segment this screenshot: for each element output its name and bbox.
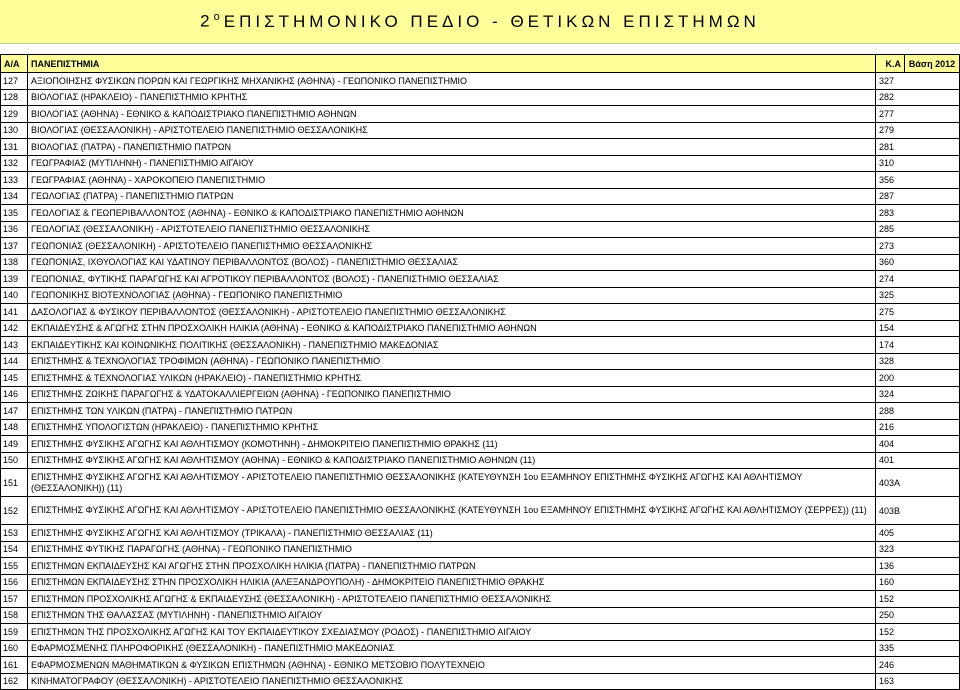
cell-base: 405 bbox=[876, 525, 960, 542]
cell-university: ΕΠΙΣΤΗΜΗΣ ΥΠΟΛΟΓΙΣΤΩΝ (ΗΡΑΚΛΕΙΟ) - ΠΑΝΕΠΙΣΤΗΜΙΟ ΚΡΗΤΗΣ bbox=[28, 419, 876, 436]
cell-base: 325 bbox=[876, 287, 960, 304]
cell-base: 323 bbox=[876, 541, 960, 558]
cell-base: 136 bbox=[876, 558, 960, 575]
table-row bbox=[1, 122, 960, 139]
title-ordinal-sup: ο bbox=[213, 11, 220, 24]
cell-aa: 156 bbox=[1, 574, 28, 591]
cell-base: 154 bbox=[876, 320, 960, 337]
table-row bbox=[1, 188, 960, 205]
cell-base: 282 bbox=[876, 89, 960, 106]
cell-aa: 146 bbox=[1, 386, 28, 403]
table-row bbox=[1, 370, 960, 387]
title-text: ΕΠΙΣΤΗΜΟΝΙΚΟ ΠΕΔΙΟ - ΘΕΤΙΚΩΝ ΕΠΙΣΤΗΜΩΝ bbox=[223, 11, 760, 31]
cell-base: 246 bbox=[876, 657, 960, 674]
table-row bbox=[1, 320, 960, 337]
cell-base: 288 bbox=[876, 403, 960, 420]
table-row bbox=[1, 106, 960, 123]
cell-university: ΕΦΑΡΜΟΣΜΕΝΩΝ ΜΑΘΗΜΑΤΙΚΩΝ & ΦΥΣΙΚΩΝ ΕΠΙΣΤΗΜΩΝ (ΑΘΗΝΑ) - ΕΘΝΙΚΟ ΜΕΤΣΟΒΙΟ ΠΟΛΥΤΕΧΝΕΙΟ bbox=[28, 657, 876, 674]
cell-aa: 142 bbox=[1, 320, 28, 337]
table-row bbox=[1, 558, 960, 575]
cell-base: 328 bbox=[876, 353, 960, 370]
cell-university: ΓΕΩΠΟΝΙΑΣ (ΘΕΣΣΑΛΟΝΙΚΗ) - ΑΡΙΣΤΟΤΕΛΕΙΟ ΠΑΝΕΠΙΣΤΗΜΙΟ ΘΕΣΣΑΛΟΝΙΚΗΣ bbox=[28, 238, 876, 255]
cell-aa: 135 bbox=[1, 205, 28, 222]
cell-university: ΓΕΩΓΡΑΦΙΑΣ (ΑΘΗΝΑ) - ΧΑΡΟΚΟΠΕΙΟ ΠΑΝΕΠΙΣΤΗΜΙΟ bbox=[28, 172, 876, 189]
table-row bbox=[1, 254, 960, 271]
cell-university: ΕΠΙΣΤΗΜΩΝ ΠΡΟΣΧΟΛΙΚΗΣ ΑΓΩΓΗΣ & ΕΚΠΑΙΔΕΥΣΗΣ (ΘΕΣΣΑΛΟΝΙΚΗ) - ΑΡΙΣΤΟΤΕΛΕΙΟ ΠΑΝΕΠΙΣΤΗΜΙΟ ΘΕΣΣΑΛΟΝΙΚΗΣ bbox=[28, 591, 876, 608]
cell-aa: 150 bbox=[1, 452, 28, 469]
cell-university: ΚΙΝΗΜΑΤΟΓΡΑΦΟΥ (ΘΕΣΣΑΛΟΝΙΚΗ) - ΑΡΙΣΤΟΤΕΛΕΙΟ ΠΑΝΕΠΙΣΤΗΜΙΟ ΘΕΣΣΑΛΟΝΙΚΗΣ bbox=[28, 673, 876, 690]
cell-aa: 139 bbox=[1, 271, 28, 288]
header-ka: Κ.Α bbox=[876, 55, 905, 73]
cell-base: 324 bbox=[876, 386, 960, 403]
cell-university: ΓΕΩΛΟΓΙΑΣ (ΠΑΤΡΑ) - ΠΑΝΕΠΙΣΤΗΜΙΟ ΠΑΤΡΩΝ bbox=[28, 188, 876, 205]
cell-base: 287 bbox=[876, 188, 960, 205]
cell-university: ΕΠΙΣΤΗΜΗΣ ΤΩΝ ΥΛΙΚΩΝ (ΠΑΤΡΑ) - ΠΑΝΕΠΙΣΤΗΜΙΟ ΠΑΤΡΩΝ bbox=[28, 403, 876, 420]
table-row bbox=[1, 89, 960, 106]
table-row bbox=[1, 436, 960, 453]
cell-university: ΕΠΙΣΤΗΜΗΣ ΦΥΣΙΚΗΣ ΑΓΩΓΗΣ ΚΑΙ ΑΘΛΗΤΙΣΜΟΥ - ΑΡΙΣΤΟΤΕΛΕΙΟ ΠΑΝΕΠΙΣΤΗΜΙΟ ΘΕΣΣΑΛΟΝΙΚΗΣ (ΚΑΤΕΥΘΥΝΣΗ 1ου ΕΞΑΜΗΝΟΥ ΕΠΙΣΤΗΜΗΣ ΦΥΣΙΚΗΣ ΑΓΩΓΗΣ ΚΑΙ ΑΘΛΗΤΙΣΜΟΥ (ΘΕΣΣΑΛΟΝΙΚΗ)) (11) bbox=[28, 469, 876, 497]
cell-aa: 129 bbox=[1, 106, 28, 123]
cell-university: ΕΠΙΣΤΗΜΗΣ ΦΥΣΙΚΗΣ ΑΓΩΓΗΣ ΚΑΙ ΑΘΛΗΤΙΣΜΟΥ (ΤΡΙΚΑΛΑ) - ΠΑΝΕΠΙΣΤΗΜΙΟ ΘΕΣΣΑΛΙΑΣ (11) bbox=[28, 525, 876, 542]
cell-base: 401 bbox=[876, 452, 960, 469]
cell-university: ΓΕΩΛΟΓΙΑΣ (ΘΕΣΣΑΛΟΝΙΚΗ) - ΑΡΙΣΤΟΤΕΛΕΙΟ ΠΑΝΕΠΙΣΤΗΜΙΟ ΘΕΣΣΑΛΟΝΙΚΗΣ bbox=[28, 221, 876, 238]
cell-aa: 149 bbox=[1, 436, 28, 453]
table-header-row bbox=[1, 55, 960, 73]
table-row bbox=[1, 657, 960, 674]
cell-aa: 133 bbox=[1, 172, 28, 189]
cell-base: 281 bbox=[876, 139, 960, 156]
page-title bbox=[0, 0, 960, 44]
cell-base: 273 bbox=[876, 238, 960, 255]
cell-base: 274 bbox=[876, 271, 960, 288]
cell-aa: 134 bbox=[1, 188, 28, 205]
cell-base: 403Α bbox=[876, 469, 960, 497]
cell-university: ΓΕΩΠΟΝΙΑΣ, ΦΥΤΙΚΗΣ ΠΑΡΑΓΩΓΗΣ ΚΑΙ ΑΓΡΟΤΙΚΟΥ ΠΕΡΙΒΑΛΛΟΝΤΟΣ (ΒΟΛΟΣ) - ΠΑΝΕΠΙΣΤΗΜΙΟ ΘΕΣΣΑΛΙΑΣ bbox=[28, 271, 876, 288]
cell-aa: 157 bbox=[1, 591, 28, 608]
cell-aa: 130 bbox=[1, 122, 28, 139]
cell-aa: 140 bbox=[1, 287, 28, 304]
cell-university: ΕΚΠΑΙΔΕΥΣΗΣ & ΑΓΩΓΗΣ ΣΤΗΝ ΠΡΟΣΧΟΛΙΚΗ ΗΛΙΚΙΑ (ΑΘΗΝΑ) - ΕΘΝΙΚΟ & ΚΑΠΟΔΙΣΤΡΙΑΚΟ ΠΑΝΕΠΙΣΤΗΜΙΟ ΑΘΗΝΩΝ bbox=[28, 320, 876, 337]
cell-university: ΕΠΙΣΤΗΜΗΣ ΖΩΙΚΗΣ ΠΑΡΑΓΩΓΗΣ & ΥΔΑΤΟΚΑΛΛΙΕΡΓΕΙΩΝ (ΑΘΗΝΑ) - ΓΕΩΠΟΝΙΚΟ ΠΑΝΕΠΙΣΤΗΜΙΟ bbox=[28, 386, 876, 403]
table-row bbox=[1, 337, 960, 354]
cell-university: ΒΙΟΛΟΓΙΑΣ (ΑΘΗΝΑ) - ΕΘΝΙΚΟ & ΚΑΠΟΔΙΣΤΡΙΑΚΟ ΠΑΝΕΠΙΣΤΗΜΙΟ ΑΘΗΝΩΝ bbox=[28, 106, 876, 123]
cell-university: ΓΕΩΠΟΝΙΑΣ, ΙΧΘΥΟΛΟΓΙΑΣ ΚΑΙ ΥΔΑΤΙΝΟΥ ΠΕΡΙΒΑΛΛΟΝΤΟΣ (ΒΟΛΟΣ) - ΠΑΝΕΠΙΣΤΗΜΙΟ ΘΕΣΣΑΛΙΑΣ bbox=[28, 254, 876, 271]
cell-university: ΕΠΙΣΤΗΜΩΝ ΕΚΠΑΙΔΕΥΣΗΣ ΚΑΙ ΑΓΩΓΗΣ ΣΤΗΝ ΠΡΟΣΧΟΛΙΚΗ ΗΛΙΚΙΑ (ΠΑΤΡΑ) - ΠΑΝΕΠΙΣΤΗΜΙΟ ΠΑΤΡΩΝ bbox=[28, 558, 876, 575]
cell-aa: 143 bbox=[1, 337, 28, 354]
cell-university: ΒΙΟΛΟΓΙΑΣ (ΗΡΑΚΛΕΙΟ) - ΠΑΝΕΠΙΣΤΗΜΙΟ ΚΡΗΤΗΣ bbox=[28, 89, 876, 106]
table-row bbox=[1, 287, 960, 304]
cell-university: ΕΠΙΣΤΗΜΗΣ & ΤΕΧΝΟΛΟΓΙΑΣ ΥΛΙΚΩΝ (ΗΡΑΚΛΕΙΟ) - ΠΑΝΕΠΙΣΤΗΜΙΟ ΚΡΗΤΗΣ bbox=[28, 370, 876, 387]
header-base: Βάση 2012 bbox=[905, 55, 960, 73]
cell-base: 163 bbox=[876, 673, 960, 690]
table-row bbox=[1, 73, 960, 90]
header-aa: Α/Α bbox=[1, 55, 28, 73]
cell-base: 279 bbox=[876, 122, 960, 139]
table-row bbox=[1, 403, 960, 420]
cell-university: ΕΠΙΣΤΗΜΗΣ & ΤΕΧΝΟΛΟΓΙΑΣ ΤΡΟΦΙΜΩΝ (ΑΘΗΝΑ) - ΓΕΩΠΟΝΙΚΟ ΠΑΝΕΠΙΣΤΗΜΙΟ bbox=[28, 353, 876, 370]
cell-university: ΕΠΙΣΤΗΜΩΝ ΤΗΣ ΠΡΟΣΧΟΛΙΚΗΣ ΑΓΩΓΗΣ ΚΑΙ ΤΟΥ ΕΚΠΑΙΔΕΥΤΙΚΟΥ ΣΧΕΔΙΑΣΜΟΥ (ΡΟΔΟΣ) - ΠΑΝΕΠΙΣΤΗΜΙΟ ΑΙΓΑΙΟΥ bbox=[28, 624, 876, 641]
table-row bbox=[1, 624, 960, 641]
table-row bbox=[1, 139, 960, 156]
cell-base: 160 bbox=[876, 574, 960, 591]
title-ordinal: $2^o$ bbox=[200, 11, 220, 31]
cell-base: 200 bbox=[876, 370, 960, 387]
cell-university: ΕΠΙΣΤΗΜΗΣ ΦΥΣΙΚΗΣ ΑΓΩΓΗΣ ΚΑΙ ΑΘΛΗΤΙΣΜΟΥ (ΚΟΜΟΤΗΝΗ) - ΔΗΜΟΚΡΙΤΕΙΟ ΠΑΝΕΠΙΣΤΗΜΙΟ ΘΡΑΚΗΣ (11) bbox=[28, 436, 876, 453]
cell-base: 360 bbox=[876, 254, 960, 271]
cell-aa: 141 bbox=[1, 304, 28, 321]
table-row bbox=[1, 238, 960, 255]
cell-university: ΕΠΙΣΤΗΜΩΝ ΕΚΠΑΙΔΕΥΣΗΣ ΣΤΗΝ ΠΡΟΣΧΟΛΙΚΗ ΗΛΙΚΙΑ (ΑΛΕΞΑΝΔΡΟΥΠΟΛΗ) - ΔΗΜΟΚΡΙΤΕΙΟ ΠΑΝΕΠΙΣΤΗΜΙΟ ΘΡΑΚΗΣ bbox=[28, 574, 876, 591]
cell-university: ΒΙΟΛΟΓΙΑΣ (ΠΑΤΡΑ) - ΠΑΝΕΠΙΣΤΗΜΙΟ ΠΑΤΡΩΝ bbox=[28, 139, 876, 156]
table-row bbox=[1, 155, 960, 172]
cell-aa: 148 bbox=[1, 419, 28, 436]
table-row bbox=[1, 386, 960, 403]
table-row bbox=[1, 497, 960, 525]
cell-aa: 158 bbox=[1, 607, 28, 624]
cell-aa: 153 bbox=[1, 525, 28, 542]
cell-aa: 127 bbox=[1, 73, 28, 90]
cell-university: ΕΚΠΑΙΔΕΥΤΙΚΗΣ ΚΑΙ ΚΟΙΝΩΝΙΚΗΣ ΠΟΛΙΤΙΚΗΣ (ΘΕΣΣΑΛΟΝΙΚΗ) - ΠΑΝΕΠΙΣΤΗΜΙΟ ΜΑΚΕΔΟΝΙΑΣ bbox=[28, 337, 876, 354]
cell-university: ΔΑΣΟΛΟΓΙΑΣ & ΦΥΣΙΚΟΥ ΠΕΡΙΒΑΛΛΟΝΤΟΣ (ΘΕΣΣΑΛΟΝΙΚΗ) - ΑΡΙΣΤΟΤΕΛΕΙΟ ΠΑΝΕΠΙΣΤΗΜΙΟ ΘΕΣΣΑΛΟΝΙΚΗΣ bbox=[28, 304, 876, 321]
cell-aa: 138 bbox=[1, 254, 28, 271]
cell-base: 356 bbox=[876, 172, 960, 189]
table-row bbox=[1, 353, 960, 370]
cell-base: 216 bbox=[876, 419, 960, 436]
table-row bbox=[1, 419, 960, 436]
cell-aa: 147 bbox=[1, 403, 28, 420]
cell-base: 250 bbox=[876, 607, 960, 624]
cell-base: 404 bbox=[876, 436, 960, 453]
table-row bbox=[1, 271, 960, 288]
cell-aa: 162 bbox=[1, 673, 28, 690]
table-row bbox=[1, 607, 960, 624]
cell-aa: 155 bbox=[1, 558, 28, 575]
cell-aa: 132 bbox=[1, 155, 28, 172]
cell-base: 335 bbox=[876, 640, 960, 657]
cell-base: 174 bbox=[876, 337, 960, 354]
cell-university: ΕΠΙΣΤΗΜΩΝ ΤΗΣ ΘΑΛΑΣΣΑΣ (ΜΥΤΙΛΗΝΗ) - ΠΑΝΕΠΙΣΤΗΜΙΟ ΑΙΓΑΙΟΥ bbox=[28, 607, 876, 624]
cell-aa: 145 bbox=[1, 370, 28, 387]
cell-base: 277 bbox=[876, 106, 960, 123]
cell-base: 310 bbox=[876, 155, 960, 172]
cell-university: ΓΕΩΛΟΓΙΑΣ & ΓΕΩΠΕΡΙΒΑΛΛΟΝΤΟΣ (ΑΘΗΝΑ) - ΕΘΝΙΚΟ & ΚΑΠΟΔΙΣΤΡΙΑΚΟ ΠΑΝΕΠΙΣΤΗΜΙΟ ΑΘΗΝΩΝ bbox=[28, 205, 876, 222]
cell-base: 152 bbox=[876, 591, 960, 608]
header-university: ΠΑΝΕΠΙΣΤΗΜΙΑ bbox=[28, 55, 876, 73]
cell-aa: 144 bbox=[1, 353, 28, 370]
cell-aa: 152 bbox=[1, 497, 28, 525]
table-row bbox=[1, 469, 960, 497]
cell-aa: 161 bbox=[1, 657, 28, 674]
university-table bbox=[0, 54, 960, 690]
table-row bbox=[1, 452, 960, 469]
table-row bbox=[1, 673, 960, 690]
cell-base: 403Β bbox=[876, 497, 960, 525]
cell-base: 275 bbox=[876, 304, 960, 321]
cell-university: ΕΠΙΣΤΗΜΗΣ ΦΥΤΙΚΗΣ ΠΑΡΑΓΩΓΗΣ (ΑΘΗΝΑ) - ΓΕΩΠΟΝΙΚΟ ΠΑΝΕΠΙΣΤΗΜΙΟ bbox=[28, 541, 876, 558]
cell-base: 327 bbox=[876, 73, 960, 90]
cell-aa: 128 bbox=[1, 89, 28, 106]
table-row bbox=[1, 304, 960, 321]
table-row bbox=[1, 574, 960, 591]
cell-university: ΕΠΙΣΤΗΜΗΣ ΦΥΣΙΚΗΣ ΑΓΩΓΗΣ ΚΑΙ ΑΘΛΗΤΙΣΜΟΥ - ΑΡΙΣΤΟΤΕΛΕΙΟ ΠΑΝΕΠΙΣΤΗΜΙΟ ΘΕΣΣΑΛΟΝΙΚΗΣ (ΚΑΤΕΥΘΥΝΣΗ 1ου ΕΞΑΜΗΝΟΥ ΕΠΙΣΤΗΜΗΣ ΦΥΣΙΚΗΣ ΑΓΩΓΗΣ ΚΑΙ ΑΘΛΗΤΙΣΜΟΥ (ΣΕΡΡΕΣ)) (11) bbox=[28, 497, 876, 525]
cell-aa: 136 bbox=[1, 221, 28, 238]
table-row bbox=[1, 205, 960, 222]
cell-university: ΕΦΑΡΜΟΣΜΕΝΗΣ ΠΛΗΡΟΦΟΡΙΚΗΣ (ΘΕΣΣΑΛΟΝΙΚΗ) - ΠΑΝΕΠΙΣΤΗΜΙΟ ΜΑΚΕΔΟΝΙΑΣ bbox=[28, 640, 876, 657]
cell-base: 283 bbox=[876, 205, 960, 222]
cell-aa: 151 bbox=[1, 469, 28, 497]
cell-aa: 131 bbox=[1, 139, 28, 156]
cell-aa: 159 bbox=[1, 624, 28, 641]
cell-aa: 154 bbox=[1, 541, 28, 558]
cell-base: 152 bbox=[876, 624, 960, 641]
cell-base: 285 bbox=[876, 221, 960, 238]
table-row bbox=[1, 172, 960, 189]
cell-university: ΑΞΙΟΠΟΙΗΣΗΣ ΦΥΣΙΚΩΝ ΠΟΡΩΝ ΚΑΙ ΓΕΩΡΓΙΚΗΣ ΜΗΧΑΝΙΚΗΣ (ΑΘΗΝΑ) - ΓΕΩΠΟΝΙΚΟ ΠΑΝΕΠΙΣΤΗΜΙΟ bbox=[28, 73, 876, 90]
cell-university: ΕΠΙΣΤΗΜΗΣ ΦΥΣΙΚΗΣ ΑΓΩΓΗΣ ΚΑΙ ΑΘΛΗΤΙΣΜΟΥ (ΑΘΗΝΑ) - ΕΘΝΙΚΟ & ΚΑΠΟΔΙΣΤΡΙΑΚΟ ΠΑΝΕΠΙΣΤΗΜΙΟ ΑΘΗΝΩΝ (11) bbox=[28, 452, 876, 469]
table-row bbox=[1, 640, 960, 657]
table-body bbox=[1, 73, 960, 690]
spacer bbox=[0, 44, 960, 54]
cell-aa: 160 bbox=[1, 640, 28, 657]
table-row bbox=[1, 221, 960, 238]
table-row bbox=[1, 525, 960, 542]
cell-university: ΓΕΩΠΟΝΙΚΗΣ ΒΙΟΤΕΧΝΟΛΟΓΙΑΣ (ΑΘΗΝΑ) - ΓΕΩΠΟΝΙΚΟ ΠΑΝΕΠΙΣΤΗΜΙΟ bbox=[28, 287, 876, 304]
cell-university: ΒΙΟΛΟΓΙΑΣ (ΘΕΣΣΑΛΟΝΙΚΗ) - ΑΡΙΣΤΟΤΕΛΕΙΟ ΠΑΝΕΠΙΣΤΗΜΙΟ ΘΕΣΣΑΛΟΝΙΚΗΣ bbox=[28, 122, 876, 139]
cell-aa: 137 bbox=[1, 238, 28, 255]
table-row bbox=[1, 591, 960, 608]
cell-university: ΓΕΩΓΡΑΦΙΑΣ (ΜΥΤΙΛΗΝΗ) - ΠΑΝΕΠΙΣΤΗΜΙΟ ΑΙΓΑΙΟΥ bbox=[28, 155, 876, 172]
table-row bbox=[1, 541, 960, 558]
